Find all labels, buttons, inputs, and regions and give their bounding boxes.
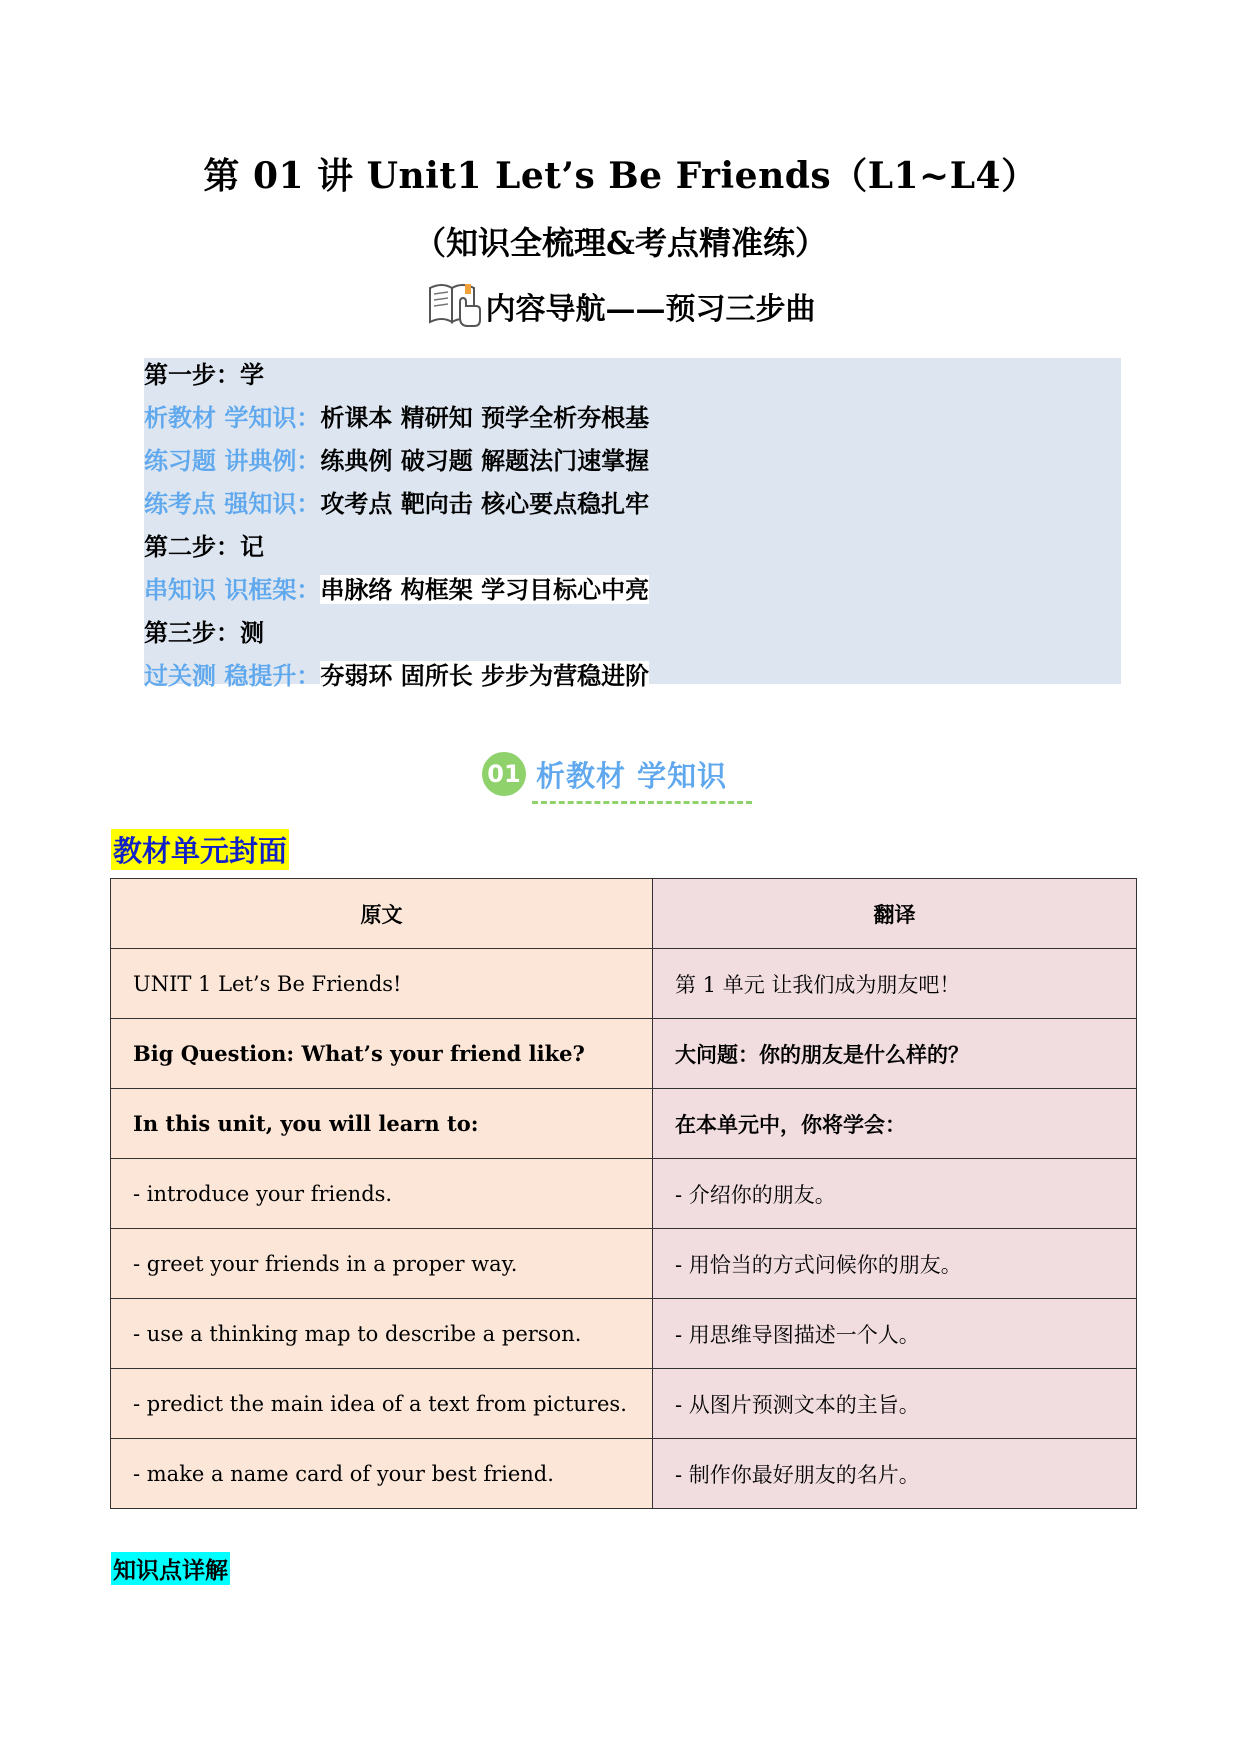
cell-original: In this unit, you will learn to:: [111, 1089, 653, 1159]
step-item-text: 夯弱环 固所长 步步为营稳进阶: [320, 661, 650, 690]
table-header-row: [111, 879, 1137, 949]
step-item-text: 串脉络 构框架 学习目标心中亮: [320, 575, 650, 604]
cell-translation: - 用思维导图描述一个人。: [653, 1299, 1137, 1369]
step-one-label: 第一步：学: [144, 360, 264, 389]
section-title: 析教材 学知识: [536, 758, 728, 793]
step-item-prefix: 析教材 学知识：: [144, 403, 321, 432]
cell-original: UNIT 1 Let’s Be Friends!: [111, 949, 653, 1019]
table-row: [111, 1159, 1137, 1229]
cell-translation: - 制作你最好朋友的名片。: [653, 1439, 1137, 1509]
table-row: [111, 1089, 1137, 1159]
column-header-original: 原文: [111, 879, 653, 949]
step-two-label: 第二步：记: [144, 532, 264, 561]
content-navigation: [0, 278, 1241, 334]
step-item-text: 析课本 精研知 预学全析夯根基: [320, 403, 650, 432]
page-subtitle: （知识全梳理&考点精准练）: [414, 224, 827, 262]
book-hand-icon: [426, 278, 482, 334]
table-row: [111, 1439, 1137, 1509]
steps-panel: [144, 358, 1121, 690]
step-three-label: 第三步：测: [144, 618, 264, 647]
table-row: [111, 949, 1137, 1019]
step-item: [144, 660, 649, 692]
cell-translation: 第 1 单元 让我们成为朋友吧！: [653, 949, 1137, 1019]
section-underline: [532, 801, 752, 804]
step-item-prefix: 练习题 讲典例：: [144, 446, 321, 475]
step-item-prefix: 练考点 强知识：: [144, 489, 321, 518]
column-header-translation: 翻译: [653, 879, 1137, 949]
table-row: [111, 1229, 1137, 1299]
step-item-text: 练典例 破习题 解题法门速掌握: [320, 446, 650, 475]
cell-original: - predict the main idea of a text from pictures.: [111, 1369, 653, 1439]
translation-table: [110, 878, 1137, 1509]
step-item-prefix: 串知识 识框架：: [144, 575, 321, 604]
cell-translation: - 从图片预测文本的主旨。: [653, 1369, 1137, 1439]
step-item: [144, 402, 649, 434]
table-row: [111, 1299, 1137, 1369]
nav-title: 内容导航——预习三步曲: [485, 292, 816, 327]
table-row: [111, 1019, 1137, 1089]
section-badge: [482, 752, 727, 796]
step-item-text: 攻考点 靶向击 核心要点稳扎牢: [320, 489, 650, 518]
cell-original: - make a name card of your best friend.: [111, 1439, 653, 1509]
section-number: 01: [482, 752, 526, 796]
step-item-prefix: 过关测 稳提升：: [144, 661, 321, 690]
table-row: [111, 1369, 1137, 1439]
details-heading: 知识点详解: [111, 1552, 230, 1585]
step-item: [144, 445, 649, 477]
cell-original: - use a thinking map to describe a person.: [111, 1299, 653, 1369]
cell-original: - introduce your friends.: [111, 1159, 653, 1229]
cell-translation: - 用恰当的方式问候你的朋友。: [653, 1229, 1137, 1299]
step-item: [144, 488, 649, 520]
cell-translation: - 介绍你的朋友。: [653, 1159, 1137, 1229]
page-title: 第 01 讲 Unit1 Let’s Be Friends（L1~L4）: [203, 155, 1038, 197]
cell-original: Big Question: What’s your friend like?: [111, 1019, 653, 1089]
cover-heading: 教材单元封面: [111, 829, 289, 870]
cell-translation: 在本单元中，你将学会：: [653, 1089, 1137, 1159]
step-item: [144, 574, 649, 606]
cell-original: - greet your friends in a proper way.: [111, 1229, 653, 1299]
cell-translation: 大问题：你的朋友是什么样的？: [653, 1019, 1137, 1089]
